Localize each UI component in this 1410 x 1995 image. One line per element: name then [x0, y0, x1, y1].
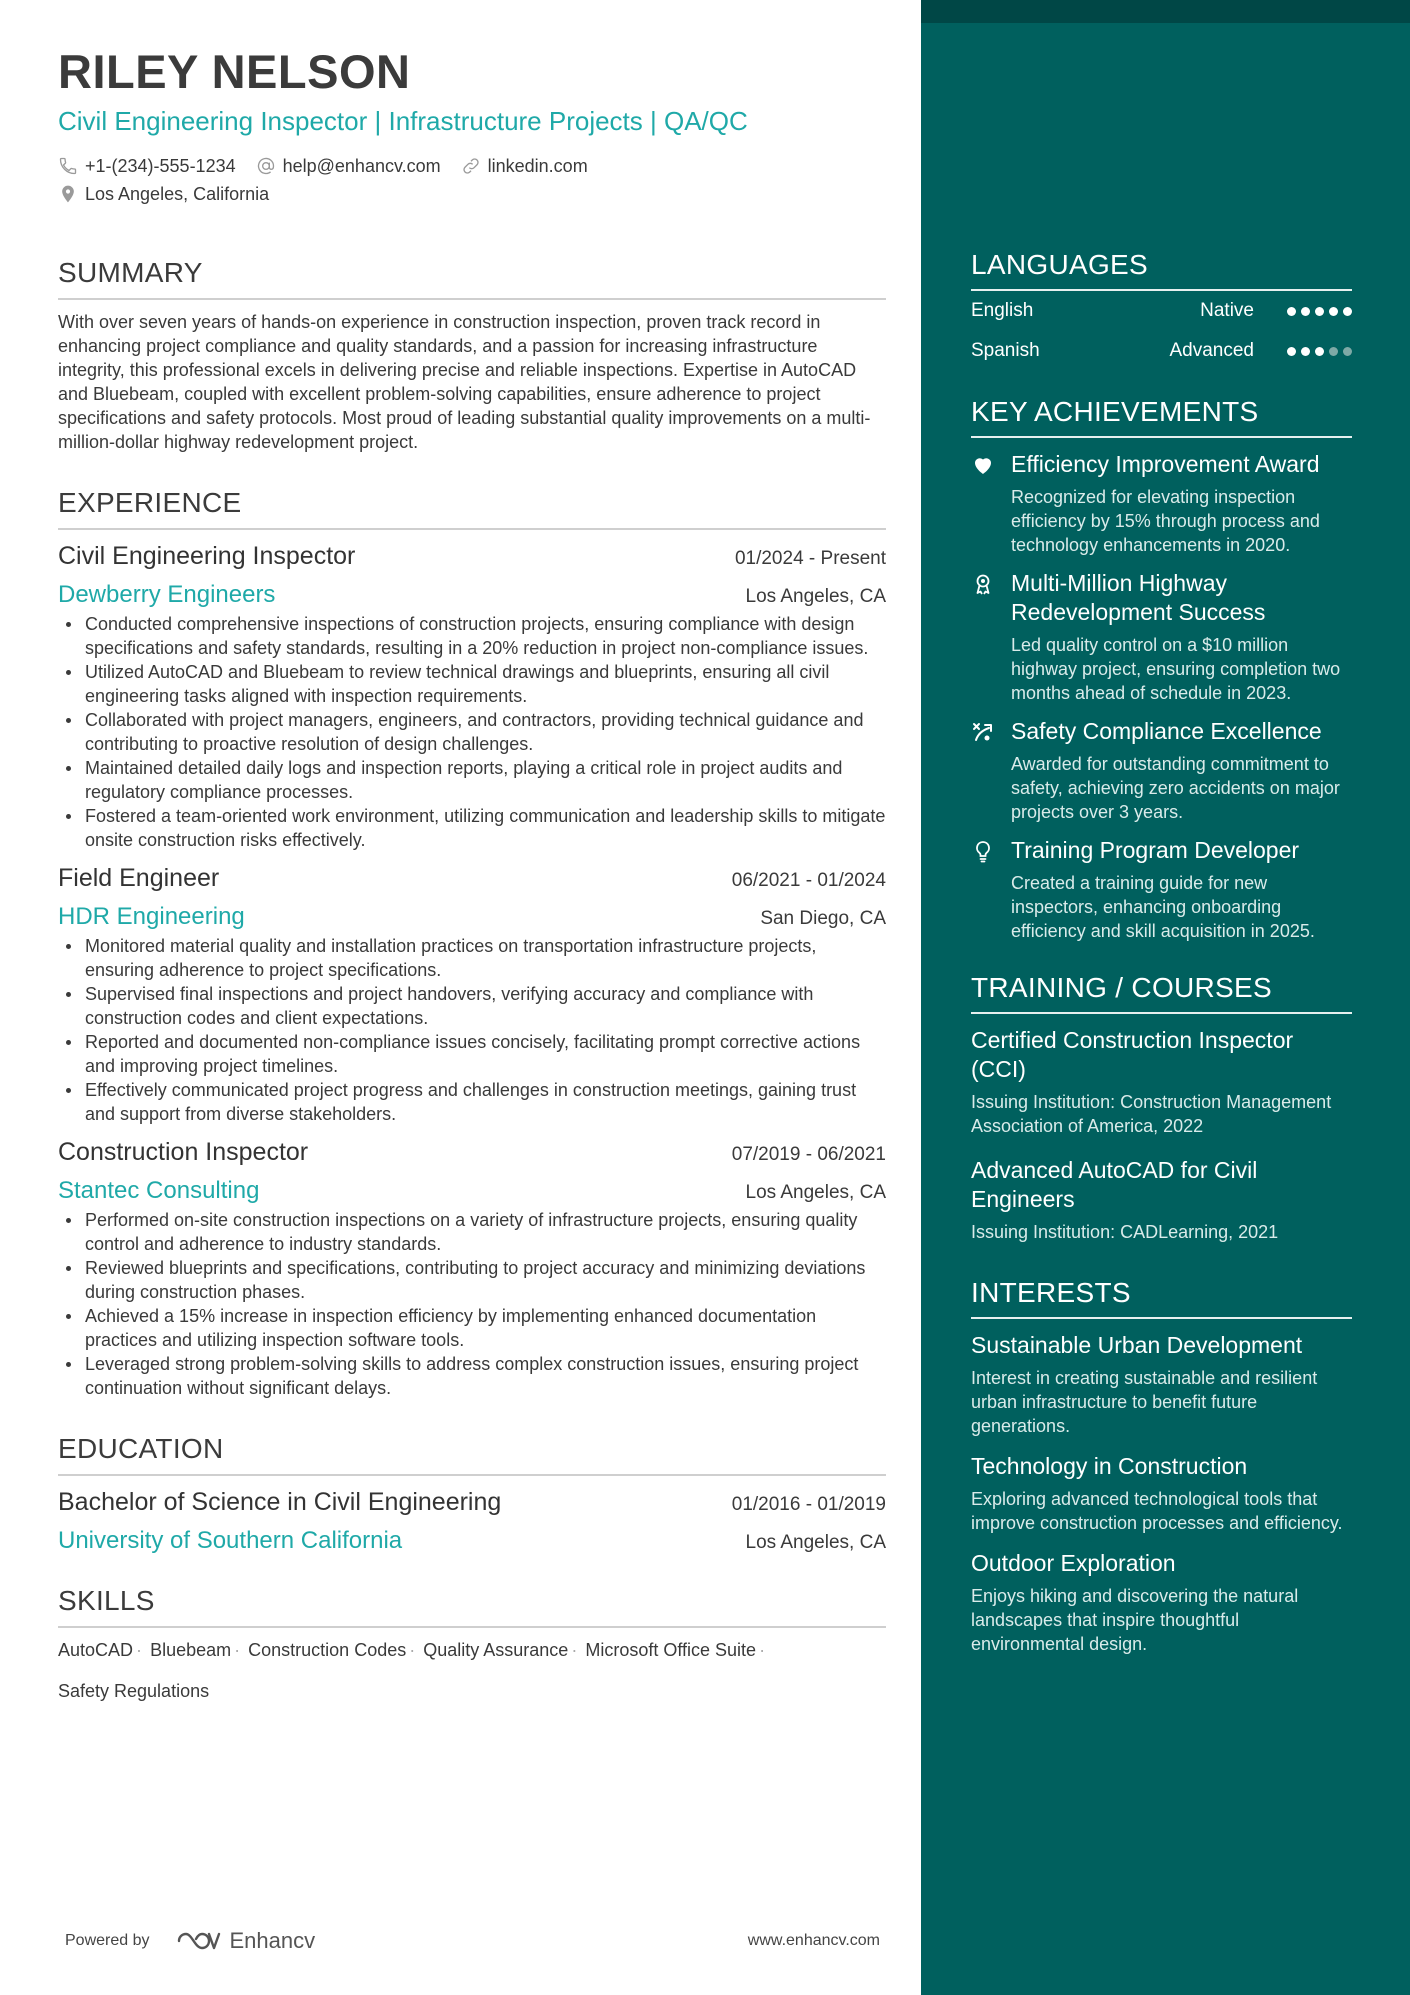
company-name: Dewberry Engineers: [58, 581, 276, 608]
achievement-item: [971, 836, 1352, 943]
bullet-item: Conducted comprehensive inspections of construction projects, ensuring compliance with design specifications and safety standards, resulting in a 20% reduction in project non-compliance issues.: [58, 612, 886, 660]
rating-dot-filled: [1287, 347, 1296, 356]
skill-separator: ·: [759, 1640, 766, 1660]
skill-separator: ·: [409, 1640, 416, 1660]
language-rating: [1282, 307, 1352, 316]
bullet-item: Fostered a team-oriented work environment, utilizing communication and leadership skills to mitigate onsite construction risks effectively.: [58, 804, 886, 852]
location-contact: [58, 184, 269, 205]
skill-item: Microsoft Office Suite: [585, 1640, 757, 1660]
course-item: [971, 1156, 1352, 1244]
job-bullets: [58, 612, 886, 852]
at-icon: [256, 156, 276, 176]
job-bullets: [58, 1208, 886, 1400]
rating-dot-filled: [1301, 347, 1310, 356]
interests-section: [971, 1276, 1352, 1656]
experience-section: [58, 486, 886, 1400]
bullet-item: Supervised final inspections and project handovers, verifying accuracy and compliance with construction codes and client expectations.: [58, 982, 886, 1030]
job-entry: [58, 862, 886, 1126]
achievement-title: Multi-Million Highway Redevelopment Success: [1011, 570, 1266, 625]
lightbulb-icon: [971, 839, 995, 863]
skill-item: Bluebeam: [150, 1640, 232, 1660]
award-ribbon-icon: [971, 572, 995, 596]
achievement-description: Recognized for elevating inspection efficiency by 15% through process and technology enhancements in 2020.: [1011, 487, 1320, 555]
phone-contact[interactable]: [58, 156, 236, 177]
language-level: Native: [1200, 300, 1254, 321]
bullet-item: Reported and documented non-compliance issues concisely, facilitating prompt corrective actions and improving project timelines.: [58, 1030, 886, 1078]
skill-item: Construction Codes: [248, 1640, 407, 1660]
job-title: Construction Inspector: [58, 1138, 309, 1166]
training-section: [971, 971, 1352, 1244]
sidebar-content: [971, 248, 1352, 1680]
bullet-item: Collaborated with project managers, engineers, and contractors, providing technical guidance and contributing to proactive resolution of design challenges.: [58, 708, 886, 756]
bullet-item: Effectively communicated project progress and challenges in construction meetings, gaining trust and support from diverse stakeholders.: [58, 1078, 886, 1126]
job-dates: 07/2019 - 06/2021: [731, 1144, 886, 1165]
enhancv-logo-icon: [176, 1929, 222, 1953]
company-name: HDR Engineering: [58, 903, 245, 930]
bullet-item: Utilized AutoCAD and Bluebeam to review technical drawings and blueprints, ensuring all civil engineering tasks aligned with inspection requirements.: [58, 660, 886, 708]
powered-by-label: Powered by: [65, 1932, 150, 1949]
language-row: [971, 291, 1352, 331]
skill-item: Quality Assurance: [423, 1640, 569, 1660]
course-description: Issuing Institution: Construction Management Association of America, 2022: [971, 1092, 1332, 1136]
rating-dot-empty: [1343, 347, 1352, 356]
degree: Bachelor of Science in Civil Engineering: [58, 1488, 502, 1516]
achievement-description: Created a training guide for new inspectors, enhancing onboarding efficiency and skill acquisition in 2025.: [1011, 873, 1315, 941]
heart-icon: [971, 453, 995, 477]
sidebar: [921, 0, 1410, 1995]
job-location: Los Angeles, CA: [745, 586, 886, 607]
job-dates: 01/2024 - Present: [734, 548, 886, 569]
bullet-item: Performed on-site construction inspections on a variety of infrastructure projects, ensuring quality control and adherence to industry standards.: [58, 1208, 886, 1256]
education-title: EDUCATION: [58, 1432, 886, 1476]
interest-title: Sustainable Urban Development: [971, 1332, 1303, 1358]
job-entry: [58, 540, 886, 852]
interest-title: Outdoor Exploration: [971, 1550, 1176, 1576]
bullet-item: Maintained detailed daily logs and inspection reports, playing a critical role in project audits and regulatory compliance processes.: [58, 756, 886, 804]
job-title: Civil Engineering Inspector: [58, 542, 356, 570]
achievements-title: KEY ACHIEVEMENTS: [971, 395, 1352, 438]
website-link[interactable]: www.enhancv.com: [747, 1932, 880, 1949]
email-contact[interactable]: [256, 156, 441, 177]
headline: Civil Engineering Inspector | Infrastructure Projects | QA/QC: [58, 106, 748, 136]
achievement-title: Training Program Developer: [1011, 837, 1300, 863]
language-name: English: [971, 300, 1034, 321]
skill-separator: ·: [234, 1640, 241, 1660]
job-location: San Diego, CA: [760, 908, 886, 929]
phone-icon: [58, 156, 78, 176]
rating-dot-filled: [1329, 307, 1338, 316]
achievements-section: [971, 395, 1352, 943]
job-dates: 06/2021 - 01/2024: [731, 870, 886, 891]
job-location: Los Angeles, CA: [745, 1182, 886, 1203]
email-address: help@enhancv.com: [282, 155, 441, 176]
main-column: [58, 42, 886, 1712]
achievement-description: Led quality control on a $10 million highway project, ensuring completion two months ahead of schedule in 2023.: [1011, 635, 1341, 703]
achievement-title: Efficiency Improvement Award: [1011, 451, 1320, 477]
education-section: [58, 1432, 886, 1556]
rating-dot-filled: [1315, 307, 1324, 316]
skill-separator: ·: [571, 1640, 578, 1660]
training-title: TRAINING / COURSES: [971, 971, 1352, 1014]
course-item: [971, 1026, 1352, 1138]
language-row: [971, 331, 1352, 371]
skills-list: [58, 1630, 886, 1712]
job-title: Field Engineer: [58, 864, 220, 892]
interest-description: Exploring advanced technological tools that improve construction processes and efficiency.: [971, 1489, 1343, 1533]
rating-dot-filled: [1315, 347, 1324, 356]
company-name: Stantec Consulting: [58, 1177, 260, 1204]
languages-section: [971, 248, 1352, 371]
enhancv-logo[interactable]: [176, 1928, 316, 1954]
bullet-item: Achieved a 15% increase in inspection efficiency by implementing enhanced documentation practices and utilizing inspection software tools.: [58, 1304, 886, 1352]
job-entry: [58, 1136, 886, 1400]
summary-section: [58, 256, 886, 454]
summary-text: With over seven years of hands-on experience in construction inspection, proven track record in enhancing project compliance and quality standards, and a passion for increasing infrastructure integrity, this professional excels in delivering precise and reliable inspections. Expertise in AutoCAD and Bluebeam, coupled with excellent problem-solving capabilities, ensure adherence to project specifications and safety protocols. Most proud of leading substantial quality improvements on a multi-million-dollar highway redevelopment project.: [58, 312, 871, 452]
phone-number: +1-(234)-555-1234: [85, 155, 236, 176]
interest-item: [971, 1331, 1352, 1438]
location-text: Los Angeles, California: [85, 183, 270, 204]
interest-item: [971, 1549, 1352, 1656]
contact-info: [58, 152, 886, 208]
skill-separator: ·: [136, 1640, 143, 1660]
linkedin-contact[interactable]: [461, 156, 588, 177]
course-title: Certified Construction Inspector (CCI): [971, 1027, 1294, 1082]
brand-name: Enhancv: [229, 1928, 316, 1953]
achievement-title: Safety Compliance Excellence: [1011, 718, 1322, 744]
achievement-item: [971, 569, 1352, 705]
education-entry: [58, 1486, 886, 1556]
school-name: University of Southern California: [58, 1527, 403, 1554]
strategy-icon: [971, 720, 995, 744]
achievement-description: Awarded for outstanding commitment to safety, achieving zero accidents on major projects over 3 years.: [1011, 754, 1340, 822]
interest-description: Interest in creating sustainable and resilient urban infrastructure to benefit future generations.: [971, 1368, 1318, 1436]
candidate-name: RILEY NELSON: [58, 45, 411, 98]
bullet-item: Reviewed blueprints and specifications, contributing to project accuracy and minimizing deviations during construction phases.: [58, 1256, 886, 1304]
rating-dot-filled: [1287, 307, 1296, 316]
education-dates: 01/2016 - 01/2019: [731, 1494, 886, 1515]
linkedin-url: linkedin.com: [487, 155, 588, 176]
powered-by: [65, 1928, 315, 1954]
bullet-item: Leveraged strong problem-solving skills to address complex construction issues, ensuring project continuation without significant delays.: [58, 1352, 886, 1400]
interests-title: INTERESTS: [971, 1276, 1352, 1319]
language-rating: [1282, 347, 1352, 356]
skills-section: [58, 1584, 886, 1712]
language-level: Advanced: [1169, 340, 1254, 361]
course-title: Advanced AutoCAD for Civil Engineers: [971, 1157, 1258, 1212]
achievement-item: [971, 717, 1352, 824]
footer: [65, 1928, 880, 1954]
language-name: Spanish: [971, 340, 1040, 361]
rating-dot-empty: [1329, 347, 1338, 356]
languages-title: LANGUAGES: [971, 248, 1352, 291]
skills-title: SKILLS: [58, 1584, 886, 1628]
summary-title: SUMMARY: [58, 256, 886, 300]
rating-dot-filled: [1301, 307, 1310, 316]
link-icon: [461, 156, 481, 176]
interest-title: Technology in Construction: [971, 1453, 1248, 1479]
course-description: Issuing Institution: CADLearning, 2021: [971, 1222, 1279, 1242]
interest-description: Enjoys hiking and discovering the natural landscapes that inspire thoughtful environmental design.: [971, 1586, 1299, 1654]
rating-dot-filled: [1343, 307, 1352, 316]
interest-item: [971, 1452, 1352, 1535]
education-location: Los Angeles, CA: [745, 1532, 886, 1553]
job-bullets: [58, 934, 886, 1126]
skill-item: AutoCAD: [58, 1640, 134, 1660]
skill-item: Safety Regulations: [58, 1681, 210, 1701]
experience-title: EXPERIENCE: [58, 486, 886, 530]
bullet-item: Monitored material quality and installation practices on transportation infrastructure projects, ensuring adherence to project specifications.: [58, 934, 886, 982]
location-pin-icon: [58, 184, 78, 204]
sidebar-top-band: [921, 0, 1410, 23]
achievement-item: [971, 450, 1352, 557]
